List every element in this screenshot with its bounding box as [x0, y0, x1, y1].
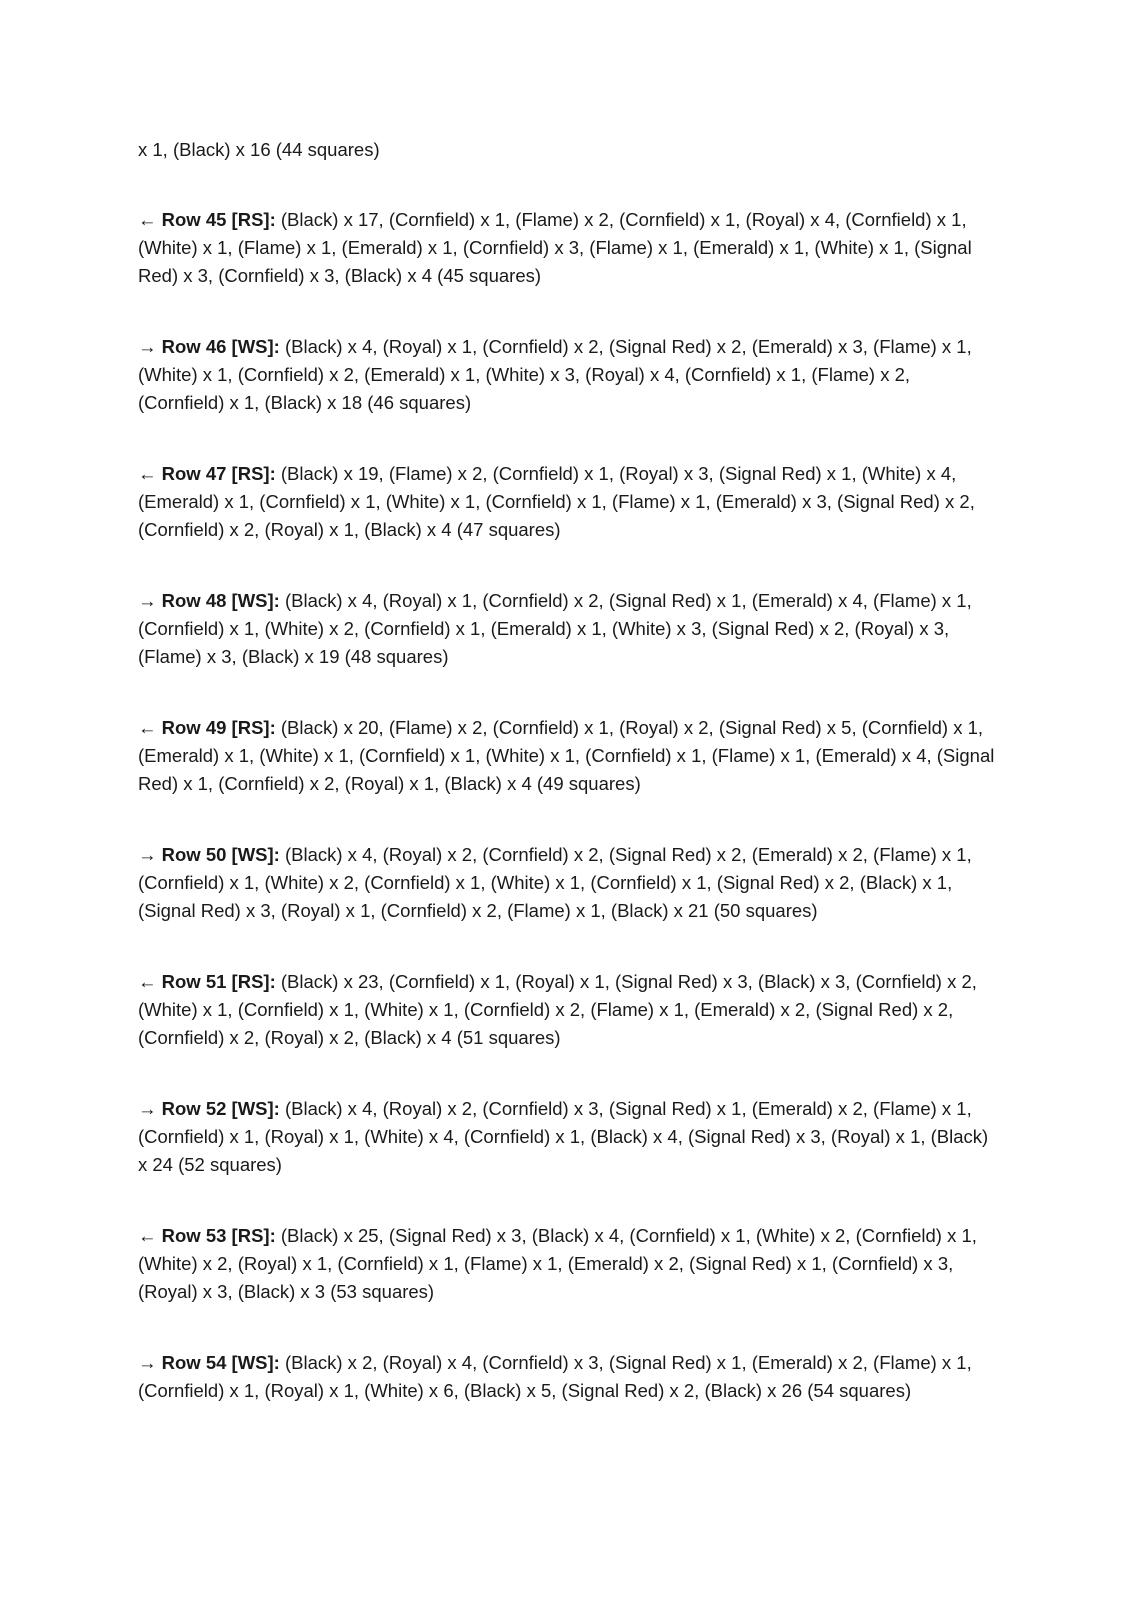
direction-arrow-icon: →	[138, 1352, 157, 1373]
row-label: Row 46 [WS]:	[161, 336, 280, 357]
pattern-row-45	[138, 206, 998, 290]
pattern-row-51	[138, 968, 998, 1052]
row-label: Row 45 [RS]:	[161, 209, 276, 230]
row-instructions: (Black) x 23, (Cornfield) x 1, (Royal) x 1, (Signal Red) x 3, (Black) x 3, (Cornfield) x 2, (White) x 1, (Cornfield) x 1, (White) x 1, (Cornfield) x 2, (Flame) x 1, (Emerald) x 2, (Signal Red) x 2, (Cornfield) x 2, (Royal) x 2, (Black) x 4 (51 squares)	[138, 971, 977, 1048]
row-label: Row 50 [WS]:	[161, 844, 280, 865]
row-instructions: (Black) x 25, (Signal Red) x 3, (Black) x 4, (Cornfield) x 1, (White) x 2, (Cornfield) x 1, (White) x 2, (Royal) x 1, (Cornfield) x 1, (Flame) x 1, (Emerald) x 2, (Signal Red) x 1, (Cornfield) x 3, (Royal) x 3, (Black) x 3 (53 squares)	[138, 1225, 977, 1302]
row-label: Row 52 [WS]:	[161, 1098, 280, 1119]
pattern-row-50	[138, 841, 998, 925]
row-instructions: (Black) x 4, (Royal) x 2, (Cornfield) x 2, (Signal Red) x 2, (Emerald) x 2, (Flame) x 1, (Cornfield) x 1, (White) x 2, (Cornfield) x 1, (White) x 1, (Cornfield) x 1, (Signal Red) x 2, (Black) x 1, (Signal Red) x 3, (Royal) x 1, (Cornfield) x 2, (Flame) x 1, (Black) x 21 (50 squares)	[138, 844, 972, 921]
row-instructions: (Black) x 2, (Royal) x 4, (Cornfield) x 3, (Signal Red) x 1, (Emerald) x 2, (Flame) x 1, (Cornfield) x 1, (Royal) x 1, (White) x 6, (Black) x 5, (Signal Red) x 2, (Black) x 26 (54 squares)	[138, 1352, 972, 1401]
row-label: Row 53 [RS]:	[161, 1225, 276, 1246]
row-instructions: (Black) x 20, (Flame) x 2, (Cornfield) x 1, (Royal) x 2, (Signal Red) x 5, (Cornfield) x 1, (Emerald) x 1, (White) x 1, (Cornfield) x 1, (White) x 1, (Cornfield) x 1, (Flame) x 1, (Emerald) x 4, (Signal Red) x 1, (Cornfield) x 2, (Royal) x 1, (Black) x 4 (49 squares)	[138, 717, 995, 794]
direction-arrow-icon: ←	[138, 971, 157, 992]
row-label: Row 47 [RS]:	[161, 463, 276, 484]
direction-arrow-icon: ←	[138, 717, 157, 738]
direction-arrow-icon: ←	[138, 209, 157, 230]
pattern-content	[138, 136, 998, 1448]
pattern-row-52	[138, 1095, 998, 1179]
direction-arrow-icon: →	[138, 590, 157, 611]
row-label: Row 49 [RS]:	[161, 717, 276, 738]
row-label: Row 48 [WS]:	[161, 590, 280, 611]
direction-arrow-icon: ←	[138, 463, 157, 484]
pattern-row-47	[138, 460, 998, 544]
row-label: Row 54 [WS]:	[161, 1352, 280, 1373]
row-instructions: (Black) x 4, (Royal) x 1, (Cornfield) x 2, (Signal Red) x 1, (Emerald) x 4, (Flame) x 1, (Cornfield) x 1, (White) x 2, (Cornfield) x 1, (Emerald) x 1, (White) x 3, (Signal Red) x 2, (Royal) x 3, (Flame) x 3, (Black) x 19 (48 squares)	[138, 590, 972, 667]
direction-arrow-icon: →	[138, 844, 157, 865]
row-instructions: (Black) x 17, (Cornfield) x 1, (Flame) x 2, (Cornfield) x 1, (Royal) x 4, (Cornfield) x 1, (White) x 1, (Flame) x 1, (Emerald) x 1, (Cornfield) x 3, (Flame) x 1, (Emerald) x 1, (White) x 1, (Signal Red) x 3, (Cornfield) x 3, (Black) x 4 (45 squares)	[138, 209, 972, 286]
row-label: Row 51 [RS]:	[161, 971, 276, 992]
direction-arrow-icon: →	[138, 1098, 157, 1119]
pattern-row-53	[138, 1222, 998, 1306]
row-instructions: (Black) x 4, (Royal) x 1, (Cornfield) x 2, (Signal Red) x 2, (Emerald) x 3, (Flame) x 1, (White) x 1, (Cornfield) x 2, (Emerald) x 1, (White) x 3, (Royal) x 4, (Cornfield) x 1, (Flame) x 2, (Cornfield) x 1, (Black) x 18 (46 squares)	[138, 336, 972, 413]
pattern-row-49	[138, 714, 998, 798]
direction-arrow-icon: →	[138, 336, 157, 357]
pattern-row-46	[138, 333, 998, 417]
pattern-row-54	[138, 1349, 998, 1405]
direction-arrow-icon: ←	[138, 1225, 157, 1246]
pattern-row-48	[138, 587, 998, 671]
row-instructions: (Black) x 19, (Flame) x 2, (Cornfield) x 1, (Royal) x 3, (Signal Red) x 1, (White) x 4, (Emerald) x 1, (Cornfield) x 1, (White) x 1, (Cornfield) x 1, (Flame) x 1, (Emerald) x 3, (Signal Red) x 2, (Cornfield) x 2, (Royal) x 1, (Black) x 4 (47 squares)	[138, 463, 975, 540]
continuation-text: x 1, (Black) x 16 (44 squares)	[138, 139, 380, 160]
row-instructions: (Black) x 4, (Royal) x 2, (Cornfield) x 3, (Signal Red) x 1, (Emerald) x 2, (Flame) x 1, (Cornfield) x 1, (Royal) x 1, (White) x 4, (Cornfield) x 1, (Black) x 4, (Signal Red) x 3, (Royal) x 1, (Black) x 24 (52 squares)	[138, 1098, 989, 1175]
